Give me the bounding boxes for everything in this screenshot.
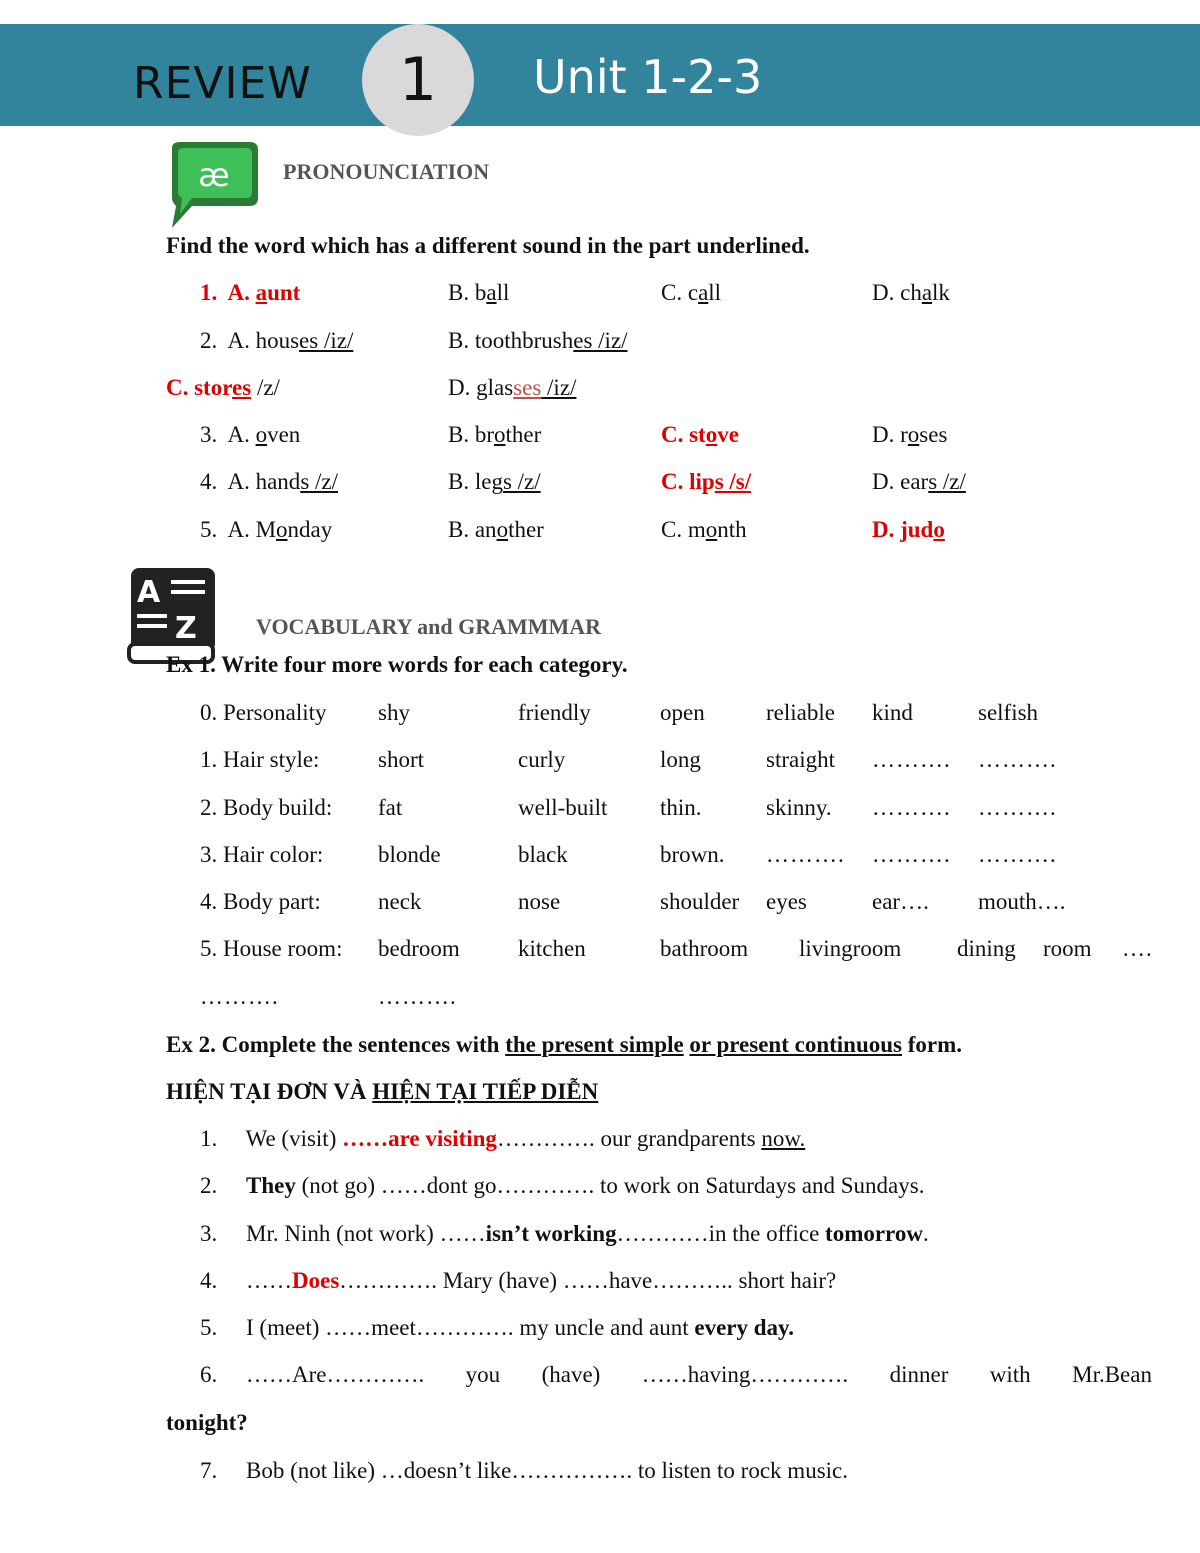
vocab-word: shy — [378, 700, 410, 725]
vocab-word: blonde — [378, 842, 441, 867]
vocab-word: skinny. — [766, 795, 832, 820]
ex2-sentence-6-cont: tonight? — [166, 1410, 248, 1435]
q2-d: D. glasses /iz/ — [448, 375, 577, 400]
vocab-word: curly — [518, 747, 566, 772]
vocab-word: bedroom — [378, 936, 460, 961]
ex2-sentence-6: 6. ……Are…………. you (have) ……having…………. dinner with Mr.Bean — [200, 1362, 1152, 1387]
vocab-row1-label: 1. Hair style: — [200, 747, 320, 772]
vocab-word: dining — [957, 936, 1016, 961]
pronunciation-instruction: Find the word which has a different sound in the part underlined. — [166, 233, 810, 258]
vocab-word: long — [660, 747, 701, 772]
vocab-word: black — [518, 842, 568, 867]
vocab-row4-label: 4. Body part: — [200, 889, 321, 914]
vocab-word: brown. — [660, 842, 725, 867]
vocab-word: open — [660, 700, 705, 725]
vocab-blank: ………. — [766, 842, 845, 867]
vocabulary-heading: VOCABULARY and GRAMMMAR — [256, 614, 602, 639]
q4-d: D. ears /z/ — [872, 469, 966, 494]
ex2-vietnamese-title: HIỆN TẠI ĐƠN VÀ HIỆN TẠI TIẾP DIỄN — [166, 1079, 599, 1104]
q1-b: B. ball — [448, 280, 510, 305]
vocab-word: shoulder — [660, 889, 740, 914]
ex2-instruction: Ex 2. Complete the sentences with the present simple or present continuous form. — [166, 1032, 963, 1057]
ex2-sentence-1: 1. We (visit) ……are visiting…………. our grandparents now. — [200, 1126, 806, 1151]
q1-d: D. chalk — [872, 280, 950, 305]
ex2-sentence-2: 2. They (not go) ……dont go…………. to work on Saturdays and Sundays. — [200, 1173, 925, 1198]
pronunciation-icon — [162, 140, 262, 232]
vocab-word: thin. — [660, 795, 702, 820]
q3-a: 3. A. oven — [200, 422, 301, 447]
vocab-word: room — [1043, 936, 1092, 961]
vocab-word: straight — [766, 747, 835, 772]
vocab-blank: ………. — [872, 842, 951, 867]
vocab-row3-label: 3. Hair color: — [200, 842, 324, 867]
vocab-blank: …. — [1122, 936, 1153, 961]
vocab-blank: ………. — [872, 795, 951, 820]
vocab-word: livingroom — [799, 936, 902, 961]
q4-c: C. lips /s/ — [661, 469, 752, 494]
ex2-sentence-7: 7. Bob (not like) …doesn’t like……………. to listen to rock music. — [200, 1458, 848, 1483]
review-number: 1 — [398, 45, 438, 115]
vocab-word: mouth…. — [978, 889, 1066, 914]
vocab-row5-label: 5. House room: — [200, 936, 343, 961]
q1-a: 1. A. aunt — [200, 280, 301, 305]
pronunciation-heading: PRONOUNCIATION — [283, 159, 490, 184]
review-title: REVIEW — [133, 58, 312, 109]
vocab-row0-label: 0. Personality — [200, 700, 327, 725]
ex1-instruction: Ex 1. Write four more words for each category. — [166, 652, 628, 677]
svg-text:Z: Z — [175, 611, 197, 646]
q5-b: B. another — [448, 517, 544, 542]
vocab-blank: ………. — [378, 984, 457, 1009]
q2-a: 2. A. houses /iz/ — [200, 328, 354, 353]
vocab-word: friendly — [518, 700, 591, 725]
vocab-word: fat — [378, 795, 403, 820]
q3-c: C. stove — [661, 422, 739, 447]
vocab-word: reliable — [766, 700, 835, 725]
q2-b: B. toothbrushes /iz/ — [448, 328, 628, 353]
vocab-blank: ………. — [872, 747, 951, 772]
vocab-word: bathroom — [660, 936, 749, 961]
vocab-word: neck — [378, 889, 422, 914]
vocab-blank: ………. — [978, 795, 1057, 820]
svg-text:A: A — [137, 575, 161, 610]
q5-d: D. judo — [872, 517, 945, 542]
vocab-word: nose — [518, 889, 561, 914]
q3-b: B. brother — [448, 422, 542, 447]
vocab-word: short — [378, 747, 424, 772]
vocab-word: well-built — [518, 795, 608, 820]
q5-c: C. month — [661, 517, 747, 542]
q5-a: 5. A. Monday — [200, 517, 333, 542]
q4-b: B. legs /z/ — [448, 469, 541, 494]
q2-c: C. stores /z/ — [166, 375, 280, 400]
vocab-word: kind — [872, 700, 913, 725]
vocab-row2-label: 2. Body build: — [200, 795, 333, 820]
vocab-blank: ………. — [200, 984, 279, 1009]
vocab-blank: ………. — [978, 747, 1057, 772]
ex2-sentence-3: 3. Mr. Ninh (not work) ……isn’t working…………in the office tomorrow. — [200, 1221, 929, 1246]
ex2-sentence-4: 4. ……Does…………. Mary (have) ……have……….. short hair? — [200, 1268, 837, 1293]
vocab-word: selfish — [978, 700, 1039, 725]
vocab-word: ear…. — [872, 889, 929, 914]
q1-c: C. call — [661, 280, 722, 305]
vocab-word: eyes — [766, 889, 807, 914]
vocab-word: kitchen — [518, 936, 586, 961]
q4-a: 4. A. hands /z/ — [200, 469, 339, 494]
ex2-sentence-5: 5. I (meet) ……meet…………. my uncle and aunt every day. — [200, 1315, 795, 1340]
q3-d: D. roses — [872, 422, 948, 447]
vocab-blank: ………. — [978, 842, 1057, 867]
unit-title: Unit 1-2-3 — [533, 50, 763, 104]
ae-glyph: æ — [198, 156, 230, 194]
review-number-circle — [362, 24, 474, 136]
